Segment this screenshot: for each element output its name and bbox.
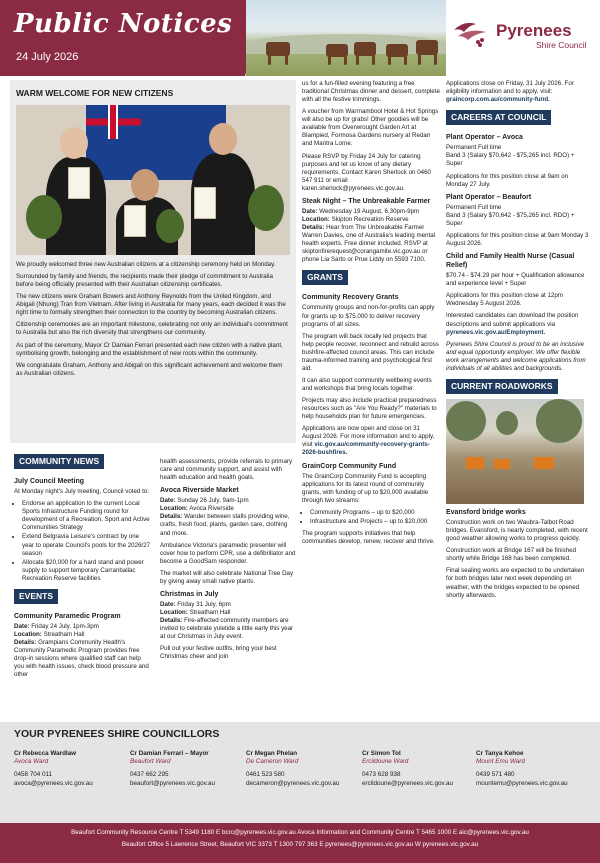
roadworks-label: CURRENT ROADWORKS: [446, 379, 558, 394]
careers-apply: Interested candidates can download the position descriptions and submit applications via: [446, 312, 579, 328]
equal-opportunity: Pyrenees Shire Council is proud to be an inclusive and equal opportunity employer. We offer flexible work arrangements and welcome applications from individuals of all abilities and backgrounds.: [446, 340, 586, 372]
location-label: Location:: [160, 609, 188, 617]
graincorp-list: [310, 509, 440, 526]
issue-date: 24 July 2026: [16, 51, 79, 63]
event-details: Fire-affected community members are invited to celebrate yuletide a little early this year at our Christmas in July event.: [160, 617, 294, 641]
councillor-ward: De Cameron Ward: [246, 758, 299, 766]
councillors-title: YOUR PYRENEES SHIRE COUNCILLORS: [14, 728, 220, 740]
grant-para: The GrainCorp Community Fund is accepting applications for its latest round of community grants, with funding of up to $20,000 available through two streams:: [302, 472, 429, 504]
event-details-cont: health assessments, provide referrals to primary care and community support, and assist with health education and health goals.: [160, 458, 293, 482]
header: [0, 0, 600, 76]
councillor-phone: 0439 571 480: [476, 771, 515, 779]
events-label: EVENTS: [14, 589, 58, 604]
event-para: A voucher from Warrnambool Hotel & Hot Springs will also be up for grabs! Other goodies will be available from Overwrought Garden Art at Blampied, Formosa Gardens nursery at Redan and Mantra Lorne.: [302, 108, 439, 148]
councillor-card: [130, 750, 240, 788]
list-item: • Community Programs – up to $20,000: [310, 509, 440, 517]
location-label: Location:: [302, 215, 330, 223]
grant-apply: Applications are now open and close on 31 August 2026. For more information and to apply, visit: [302, 425, 435, 449]
welcome-para: The new citizens were Graham Bowers and Anthony Reynolds from the United Kingdom, and Abigail (Nhung) Tran from Vietnam. After living in Australia for many years, each decided it was the right time to formally strengthen their connection to the country by becoming Australian citizens.: [16, 293, 286, 317]
details-label: Details:: [14, 639, 37, 647]
job-title: Plant Operator – Beaufort: [446, 193, 532, 201]
careers-label: CAREERS AT COUNCIL: [446, 110, 551, 125]
council-name: Pyrenees: [496, 21, 572, 40]
council-logo-icon: [452, 16, 492, 50]
job-close: Applications for this position close at 9am on Monday 27 July.: [446, 172, 569, 188]
community-news-section: [14, 452, 152, 679]
footer-office: Beaufort Office 5 Lawrence Street, Beaufort VIC 3373 T 1300 797 363 E pyrenees@pyrenees.vic.gov.au W pyrenees.vic.gov.au: [121, 841, 479, 849]
cattle-photo: [246, 0, 446, 76]
councillor-email[interactable]: beaufort@pyrenees.vic.gov.au: [130, 779, 216, 787]
location-label: Location:: [160, 505, 188, 513]
councillor-ward: Ercildoune Ward: [362, 758, 409, 766]
welcome-para: Citizenship ceremonies are an important milestone, celebrating not only an individual's commitment to Australia but also the rich diversity that strengthens our community.: [16, 321, 288, 337]
council-subtitle: Shire Council: [536, 40, 587, 50]
recovery-grants-link[interactable]: vic.gov.au/community-recovery-grants-2026-bushfires.: [302, 441, 430, 457]
welcome-section: [10, 80, 296, 443]
grant-para: It can also support community wellbeing events and workshops that bring locals together.: [302, 376, 432, 393]
council-logo: [452, 8, 592, 68]
councillor-name: Cr Simon Tol: [362, 750, 401, 757]
event-details: Hear from The Unbreakable Farmer Warren Davies, one of Australia's leading mental health experts. Free dinner included. RSVP at skiptonfirerequest@corangamite.vic.gov.au or phone Lia Sarto or Prue Liddy on 5593 7100.: [302, 224, 436, 264]
event-date: Friday 24 July, 1pm-3pm: [31, 622, 99, 630]
event-location: Streatham Hall: [189, 609, 231, 617]
meeting-intro: At Monday night's July meeting, Council voted to:: [14, 488, 149, 496]
councillor-name: Cr Tanya Kehoe: [476, 750, 524, 757]
councillor-name: Cr Damian Ferrari – Mayor: [130, 750, 209, 757]
community-news-label: COMMUNITY NEWS: [14, 454, 104, 469]
welcome-title: WARM WELCOME FOR NEW CITIZENS: [16, 88, 174, 98]
event-title: Avoca Riverside Market: [160, 487, 239, 495]
date-label: Date:: [160, 601, 176, 608]
event-title: Steak Night – The Unbreakable Farmer: [302, 197, 431, 205]
footer: [0, 823, 600, 863]
event-para: Please RSVP by Friday 24 July for catering purposes and let us know of any dietary requirements. Contact Karen Sherlock on 0460 547 911 or email karen.sherlock@pyrenees.vic.gov.au.: [302, 152, 431, 192]
citizenship-photo: [16, 105, 290, 255]
councillors-section: [0, 722, 600, 823]
event-date: Wednesday 19 August, 6.30pm-9pm: [319, 207, 420, 215]
grant-close: Applications close on Friday, 31 July 2026. For eligibility information and to apply, visit:: [446, 80, 574, 96]
page-title: Public Notices: [14, 9, 233, 39]
date-label: Date:: [302, 207, 318, 215]
roadworks-para: Construction work on two Waubra-Talbot Road bridges, Evansford, is nearly completed, with recent good weather allowing works to progress quickly.: [446, 519, 588, 543]
job-band: Band 3 (Salary $70,642 - $75,265 incl. RDO) + Super: [446, 152, 575, 168]
councillor-phone: 0458 704 011: [14, 771, 53, 779]
grant-title: Community Recovery Grants: [302, 294, 399, 302]
councillor-phone: 0461 523 580: [246, 771, 285, 779]
date-label: Date:: [160, 497, 176, 505]
job-band: Band 3 (Salary $70,642 - $75,265 incl. RDO) + Super: [446, 211, 575, 227]
welcome-para: Surrounded by family and friends, the recipients made their pledge of commitment to Australia before being officially presented with their Australian citizenship certificates.: [16, 273, 273, 289]
event-location: Avoca Riverside: [189, 505, 234, 513]
welcome-para: We proudly welcomed three new Australian citizens at a citizenship ceremony held on Monday.: [16, 261, 276, 269]
list-item: • Extend Belgravia Leisure's contract by one year to operate Council's pools for the 2026/27 season: [22, 533, 152, 557]
event-para: The market will also celebrate National Tree Day by giving away small native plants.: [160, 569, 294, 585]
grant-para: The program supports initiatives that help communities develop, renew, recover and thrive.: [302, 530, 435, 546]
details-label: Details:: [160, 513, 183, 521]
councillor-ward: Mount Emu Ward: [476, 758, 525, 766]
job-close: Applications for this position close at 9am Monday 3 August 2026.: [446, 231, 589, 247]
councillor-ward: Avoca Ward: [14, 758, 49, 766]
job-title: Child and Family Health Nurse (Casual Relief): [446, 253, 575, 270]
grants-label: GRANTS: [302, 270, 348, 285]
councillor-name: Cr Rebecca Wardlaw: [14, 750, 77, 757]
employment-link[interactable]: pyrenees.vic.gov.au/Employment.: [446, 328, 546, 336]
date-label: Date:: [14, 622, 30, 630]
details-label: Details:: [160, 617, 183, 625]
list-item: • Endorse an application to the current Local Sports Infrastructure Funding round for development of a Recreation, Sport and Active Communities Strategy: [22, 500, 152, 532]
roadworks-title: Evansford bridge works: [446, 508, 526, 516]
event-location: Streatham Hall: [43, 631, 85, 639]
right-column: [446, 80, 591, 604]
councillor-card: [362, 750, 472, 788]
event-para: us for a fun-filled evening featuring a free traditional Christmas dinner and dessert, complete with all the festive trimmings.: [302, 80, 440, 104]
footer-contacts: Beaufort Community Resource Centre T 5349 1180 E bcrc@pyrenees.vic.gov.au Avoca Information and Community Centre T 5465 1000 E aic@pyrenees.vic.gov.au: [71, 829, 529, 836]
event-details: Wander between stalls providing wine, crafts, fresh food, plants, garden care, clothing and more.: [160, 513, 290, 537]
welcome-para: As part of the ceremony, Mayor Cr Damian Ferrari presented each new citizen with a native plant, symbolising growth, belonging and the establishment of new roots within the community.: [16, 341, 283, 357]
grant-title: GrainCorp Community Fund: [302, 462, 397, 470]
councillor-email[interactable]: mountemu@pyrenees.vic.gov.au: [476, 779, 568, 787]
grant-para: Projects may also include practical preparedness resources such as "Are You Ready?" materials to help households plan for future emergencies.: [302, 397, 437, 421]
grant-para: Community groups and non-for-profits can apply for grants up to $75,000 to deliver recovery programs of all sizes.: [302, 304, 435, 328]
graincorp-link[interactable]: graincorp.com.au/community-fund.: [446, 96, 550, 104]
councillor-email[interactable]: avoca@pyrenees.vic.gov.au: [14, 779, 93, 787]
job-close: Applications for this position close at 12pm Wednesday 5 August 2026.: [446, 292, 563, 308]
event-para: Ambulance Victoria's paramedic presenter will cover how to perform CPR, use a defibrillator and become a GoodSam responder.: [160, 541, 296, 565]
councillor-card: [14, 750, 124, 788]
job-type: Permanent Full time: [446, 203, 502, 211]
councillor-phone: 0437 662 295: [130, 771, 169, 779]
councillor-name: Cr Megan Phelan: [246, 750, 298, 757]
event-location: Skipton Recreation Reserve: [331, 215, 409, 223]
councillor-email[interactable]: decameron@pyrenees.vic.gov.au: [246, 779, 340, 787]
councillor-email[interactable]: ercildoune@pyrenees.vic.gov.au: [362, 779, 453, 787]
councillor-card: [476, 750, 586, 788]
details-label: Details:: [302, 224, 325, 232]
event-date: Sunday 26 July, 9am-1pm: [177, 497, 249, 505]
meeting-list: [22, 500, 152, 583]
roadworks-para: Final sealing works are expected to be undertaken for both bridges later next week depending on weather, with the bridges expected to be opened shortly afterwards.: [446, 567, 585, 599]
event-details: Grampians Community Health's Community Paramedic Program provides free drop-in sessions where qualified staff can help you with health issues, check blood pressure and other: [14, 639, 149, 679]
councillor-ward: Beaufort Ward: [130, 758, 171, 766]
welcome-para: We congratulate Graham, Anthony and Abigail on this significant achievement and welcome them as Australian citizens.: [16, 361, 283, 377]
event-title: Christmas in July: [160, 590, 219, 598]
job-type: Permanent Full time: [446, 144, 502, 152]
event-para: Pull out your festive outfits, bring your best Christmas cheer and join: [160, 645, 277, 661]
list-item: • Infrastructure and Projects – up to $20,000: [310, 518, 440, 526]
roadworks-para: Construction work at Bridge 167 will be finished shortly while Bridge 168 has been completed.: [446, 547, 577, 563]
event-date: Friday 31 July, 6pm: [177, 601, 231, 608]
list-item: • Allocate $20,000 for a hard stand and power supply to support temporary Carranballac Recreation Reserve facilities: [22, 559, 152, 583]
job-band: $70.74 - $74.29 per hour + Qualification allowance and experience level + Super: [446, 272, 585, 288]
grant-para: The program will back locally led projects that help people recover, reconnect and rebuild across bushfire-affected council areas. This can include trauma-informed training and psychological first aid.: [302, 332, 439, 372]
header-banner: [0, 0, 245, 76]
events-continued: [160, 458, 296, 665]
councillor-phone: 0473 628 938: [362, 771, 401, 779]
location-label: Location:: [14, 631, 42, 639]
bridge-works-photo: [446, 399, 584, 504]
job-title: Plant Operator – Avoca: [446, 134, 523, 142]
event-title: Community Paramedic Program: [14, 612, 121, 620]
middle-column: [302, 80, 440, 550]
councillor-card: [246, 750, 356, 788]
meeting-title: July Council Meeting: [14, 478, 85, 486]
